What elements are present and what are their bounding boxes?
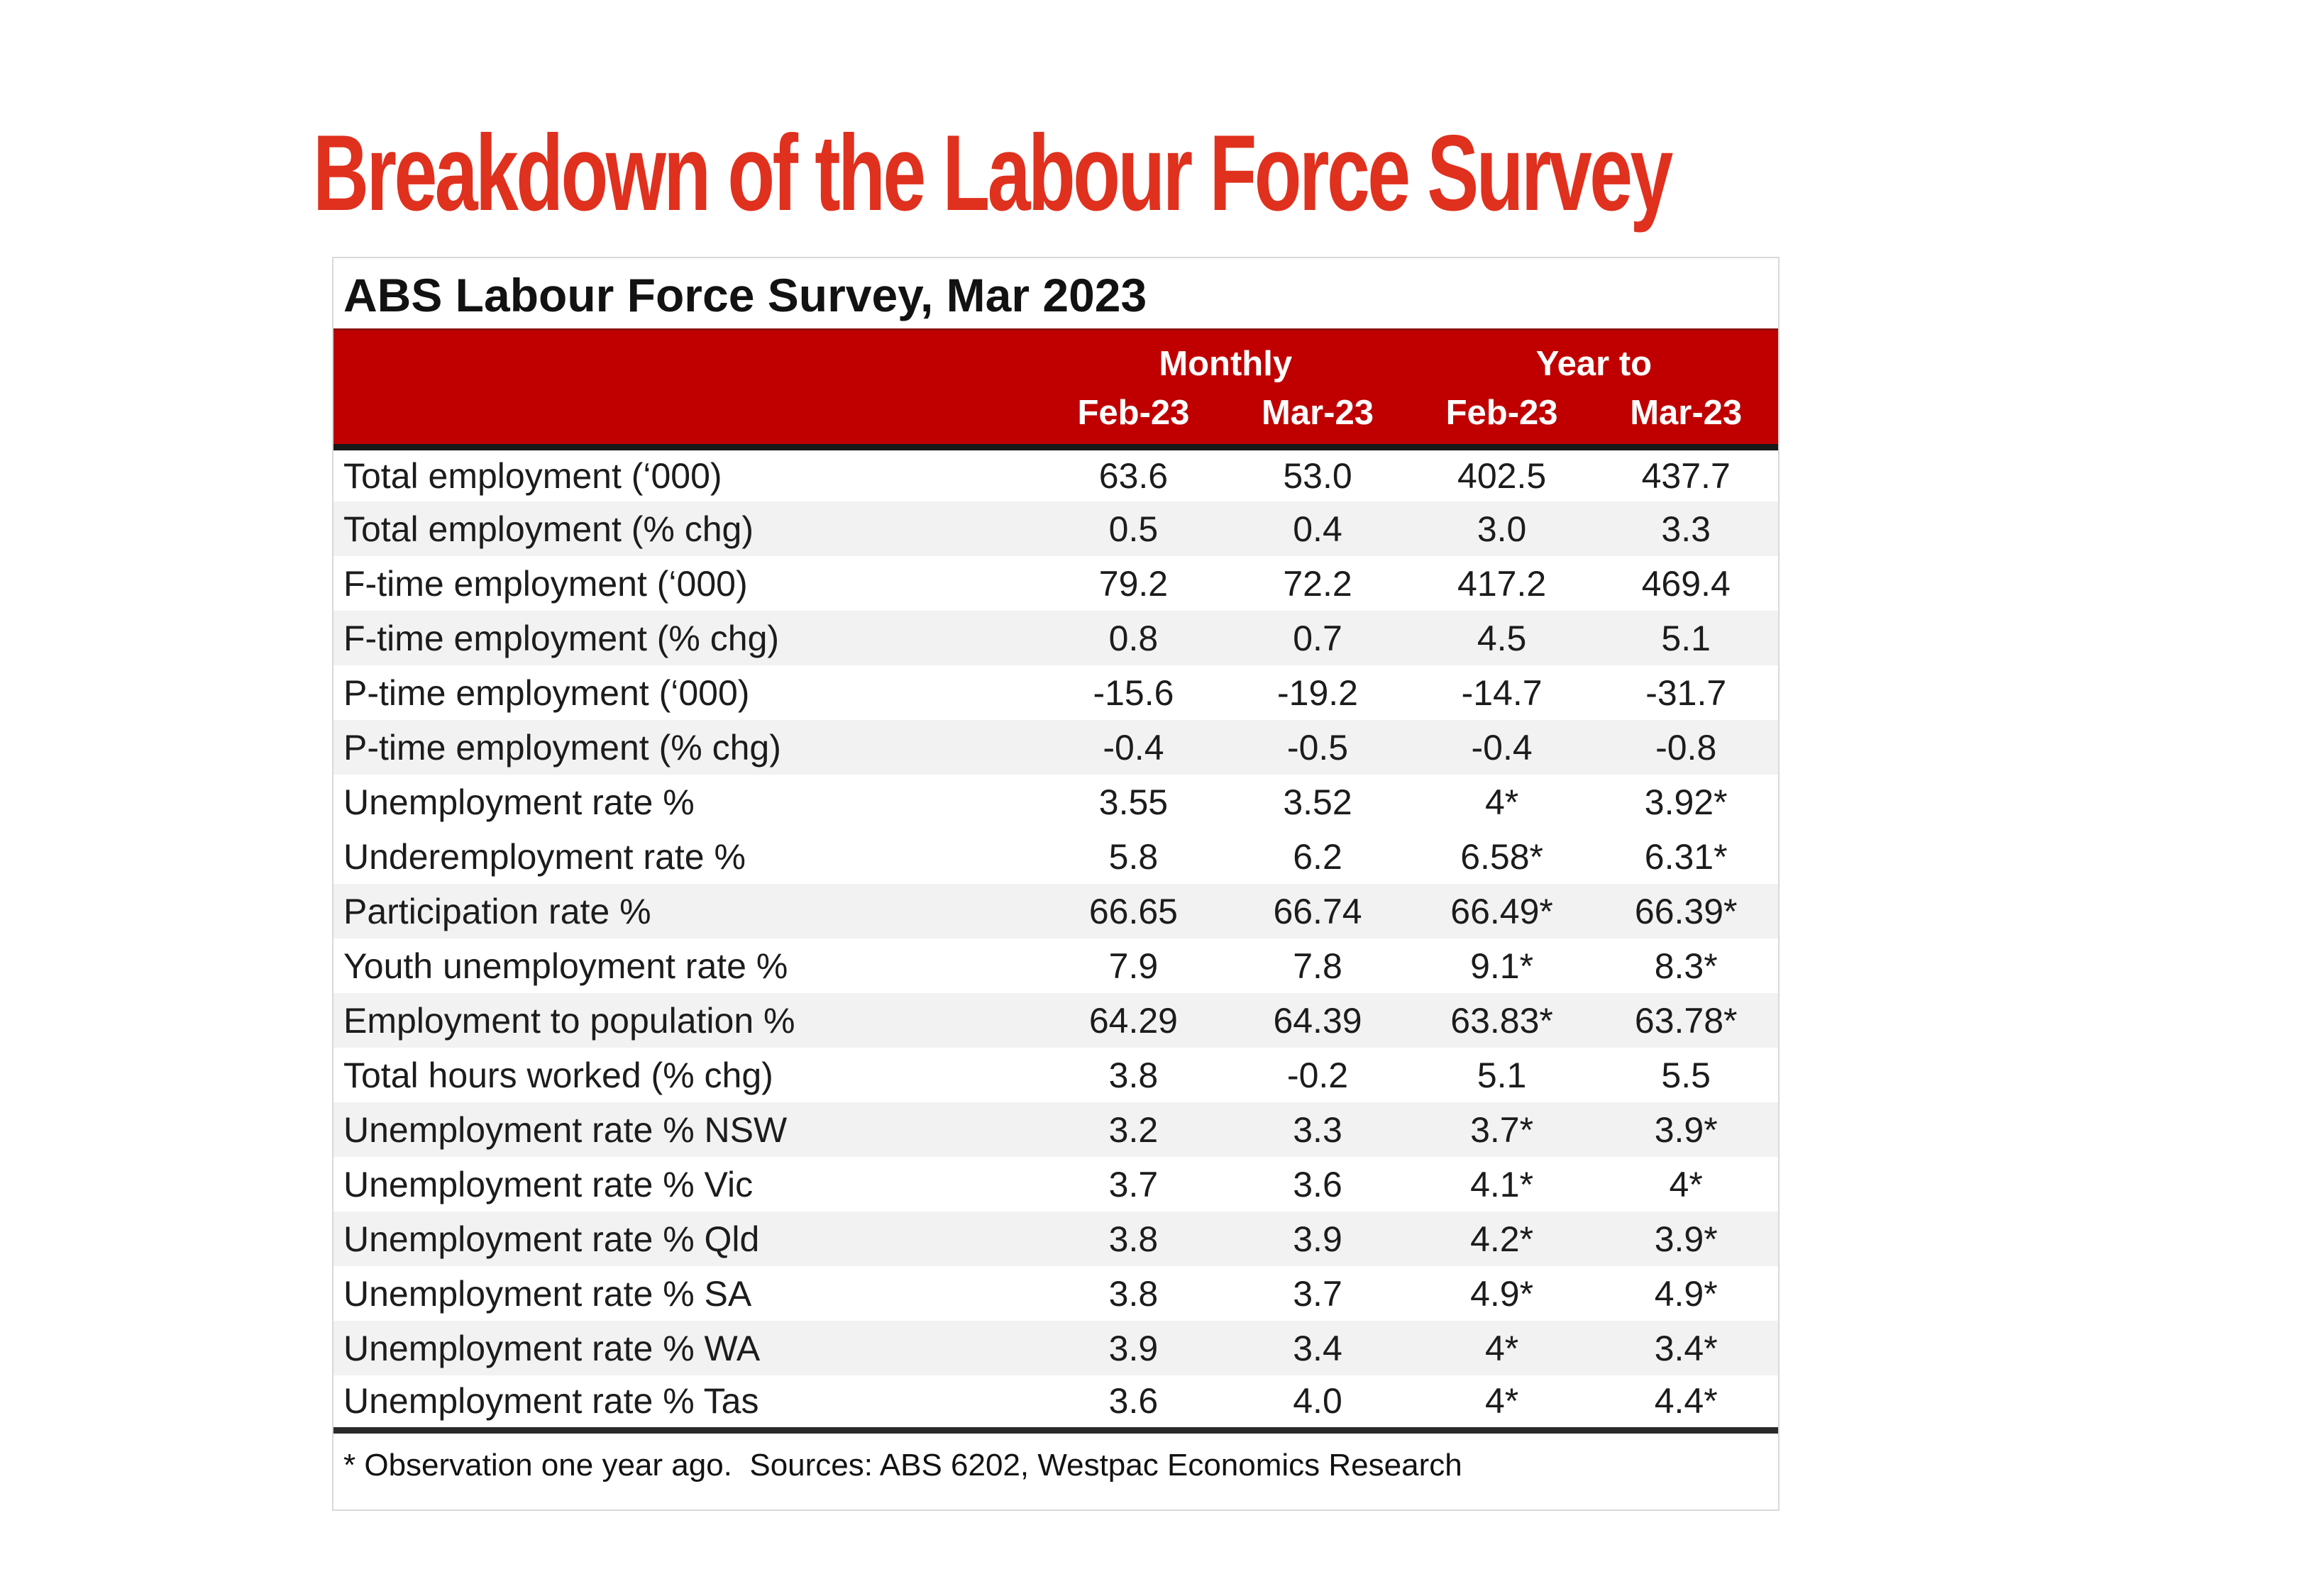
table-row bbox=[333, 1321, 1778, 1375]
cell-value: 63.6 bbox=[1098, 455, 1169, 496]
column-group-header-year-to: Year to bbox=[1410, 329, 1778, 389]
cell-value: 63.83* bbox=[1450, 1000, 1553, 1041]
table-row bbox=[333, 1102, 1778, 1157]
table-row bbox=[333, 1157, 1778, 1212]
cell-value: 3.55 bbox=[1098, 782, 1169, 822]
table-row bbox=[333, 447, 1778, 501]
cell-value: 4* bbox=[1410, 1375, 1594, 1430]
cell-value: 4* bbox=[1669, 1164, 1703, 1204]
data-table bbox=[333, 328, 1778, 1434]
table-row bbox=[333, 993, 1778, 1048]
column-group-row bbox=[333, 329, 1778, 389]
table-row bbox=[333, 501, 1778, 556]
cell-value: 63.78* bbox=[1634, 1000, 1738, 1041]
cell-value: -0.8 bbox=[1655, 727, 1717, 767]
cell-value: 64.39 bbox=[1273, 1000, 1362, 1041]
page-title: Breakdown of the Labour Force Survey bbox=[313, 113, 1671, 233]
cell-value: 5.5 bbox=[1661, 1055, 1711, 1095]
cell-value: 66.49* bbox=[1450, 891, 1553, 931]
row-label: P-time employment (% chg) bbox=[343, 727, 781, 767]
cell-value: 3.9* bbox=[1654, 1219, 1718, 1259]
cell-value: 5.1 bbox=[1661, 618, 1711, 658]
row-label: Underemployment rate % bbox=[343, 836, 746, 877]
cell-value: 6.31* bbox=[1644, 836, 1728, 877]
table-row bbox=[333, 665, 1778, 720]
cell-value: -0.4 bbox=[1471, 727, 1533, 767]
table-row bbox=[333, 775, 1778, 829]
cell-value: 64.29 bbox=[1088, 1000, 1178, 1041]
cell-value: 6.2 bbox=[1293, 836, 1342, 877]
cell-value: 3.8 bbox=[1108, 1273, 1159, 1314]
table-row bbox=[333, 829, 1778, 884]
cell-value: 3.52 bbox=[1283, 782, 1352, 822]
cell-value: 0.4 bbox=[1293, 509, 1342, 549]
cell-value: 53.0 bbox=[1283, 455, 1352, 496]
cell-value: 3.8 bbox=[1108, 1055, 1159, 1095]
row-label: Unemployment rate % NSW bbox=[343, 1109, 788, 1150]
cell-value: 5.8 bbox=[1108, 836, 1159, 877]
table-row bbox=[333, 1266, 1778, 1321]
column-header-yearto-mar: Mar-23 bbox=[1594, 389, 1778, 447]
cell-value: 8.3* bbox=[1654, 946, 1718, 986]
cell-value: 3.3 bbox=[1293, 1109, 1342, 1150]
row-label: Total employment (‘000) bbox=[343, 455, 722, 496]
corner-cell bbox=[333, 389, 1042, 447]
cell-value: 3.9* bbox=[1654, 1109, 1718, 1150]
cell-value: 7.9 bbox=[1108, 946, 1159, 986]
cell-value: 0.7 bbox=[1293, 618, 1342, 658]
table-row bbox=[333, 938, 1778, 993]
cell-value: 3.7* bbox=[1470, 1109, 1534, 1150]
table-row bbox=[333, 1048, 1778, 1102]
cell-value: 0.8 bbox=[1108, 618, 1159, 658]
row-label: Unemployment rate % bbox=[343, 782, 695, 822]
column-group-header-monthly: Monthly bbox=[1042, 329, 1410, 389]
cell-value: 5.1 bbox=[1477, 1055, 1527, 1095]
cell-value: -14.7 bbox=[1461, 672, 1543, 713]
table-card bbox=[332, 257, 1780, 1511]
row-label: Total employment (% chg) bbox=[343, 509, 754, 549]
cell-value: 417.2 bbox=[1457, 563, 1547, 604]
cell-value: 3.8 bbox=[1108, 1219, 1159, 1259]
corner-cell bbox=[333, 329, 1042, 389]
cell-value: 3.6 bbox=[1042, 1375, 1226, 1430]
row-label: Unemployment rate % Vic bbox=[343, 1164, 754, 1204]
cell-value: 66.74 bbox=[1273, 891, 1362, 931]
cell-value: 4.0 bbox=[1225, 1375, 1410, 1430]
cell-value: 437.7 bbox=[1641, 455, 1731, 496]
column-header-row bbox=[333, 389, 1778, 447]
table-row bbox=[333, 1212, 1778, 1266]
row-label: Unemployment rate % Qld bbox=[343, 1219, 760, 1259]
cell-value: 7.8 bbox=[1293, 946, 1342, 986]
cell-value: 3.9 bbox=[1293, 1219, 1342, 1259]
cell-value: 72.2 bbox=[1283, 563, 1352, 604]
cell-value: 0.5 bbox=[1108, 509, 1159, 549]
row-label: Total hours worked (% chg) bbox=[343, 1055, 773, 1095]
cell-value: 3.4* bbox=[1654, 1328, 1718, 1368]
cell-value: -0.2 bbox=[1286, 1055, 1349, 1095]
cell-value: -0.4 bbox=[1103, 727, 1164, 767]
cell-value: 3.2 bbox=[1108, 1109, 1159, 1150]
table-header bbox=[333, 329, 1778, 447]
table-title: ABS Labour Force Survey, Mar 2023 bbox=[343, 269, 1147, 321]
cell-value: -0.5 bbox=[1286, 727, 1349, 767]
table-row bbox=[333, 611, 1778, 665]
cell-value: 3.7 bbox=[1108, 1164, 1159, 1204]
cell-value: 4.5 bbox=[1477, 618, 1527, 658]
cell-value: 66.65 bbox=[1088, 891, 1178, 931]
column-header-monthly-feb: Feb-23 bbox=[1042, 389, 1226, 447]
cell-value: -31.7 bbox=[1645, 672, 1727, 713]
cell-value: -19.2 bbox=[1277, 672, 1358, 713]
row-label: Youth unemployment rate % bbox=[343, 946, 788, 986]
cell-value: -15.6 bbox=[1093, 672, 1174, 713]
cell-value: 4.4* bbox=[1594, 1375, 1778, 1430]
cell-value: 79.2 bbox=[1098, 563, 1169, 604]
cell-value: 4.2* bbox=[1470, 1219, 1534, 1259]
table-row bbox=[333, 1375, 1778, 1430]
cell-value: 66.39* bbox=[1634, 891, 1738, 931]
row-label: Unemployment rate % Tas bbox=[333, 1375, 1042, 1430]
row-label: Employment to population % bbox=[343, 1000, 795, 1041]
cell-value: 4.9* bbox=[1470, 1273, 1534, 1314]
cell-value: 4* bbox=[1484, 782, 1519, 822]
cell-value: 9.1* bbox=[1470, 946, 1534, 986]
cell-value: 3.4 bbox=[1293, 1328, 1342, 1368]
cell-value: 3.7 bbox=[1293, 1273, 1342, 1314]
row-label: Unemployment rate % WA bbox=[343, 1328, 761, 1368]
column-header-yearto-feb: Feb-23 bbox=[1410, 389, 1594, 447]
cell-value: 4* bbox=[1484, 1328, 1519, 1368]
cell-value: 3.92* bbox=[1644, 782, 1728, 822]
row-label: Participation rate % bbox=[343, 891, 651, 931]
row-label: F-time employment (% chg) bbox=[343, 618, 780, 658]
row-label: P-time employment (‘000) bbox=[343, 672, 750, 713]
table-row bbox=[333, 720, 1778, 775]
column-header-monthly-mar: Mar-23 bbox=[1225, 389, 1410, 447]
table-row bbox=[333, 556, 1778, 611]
cell-value: 4.9* bbox=[1654, 1273, 1718, 1314]
row-label: F-time employment (‘000) bbox=[343, 563, 748, 604]
cell-value: 469.4 bbox=[1641, 563, 1731, 604]
footnote: * Observation one year ago. Sources: ABS 6202, Westpac Economics Research bbox=[343, 1447, 1462, 1483]
cell-value: 6.58* bbox=[1460, 836, 1543, 877]
cell-value: 402.5 bbox=[1457, 455, 1547, 496]
row-label: Unemployment rate % SA bbox=[343, 1273, 752, 1314]
table-row bbox=[333, 884, 1778, 938]
cell-value: 3.0 bbox=[1477, 509, 1527, 549]
cell-value: 3.6 bbox=[1293, 1164, 1342, 1204]
cell-value: 4.1* bbox=[1470, 1164, 1534, 1204]
table-body bbox=[333, 447, 1778, 1430]
cell-value: 3.3 bbox=[1661, 509, 1711, 549]
cell-value: 3.9 bbox=[1108, 1328, 1159, 1368]
